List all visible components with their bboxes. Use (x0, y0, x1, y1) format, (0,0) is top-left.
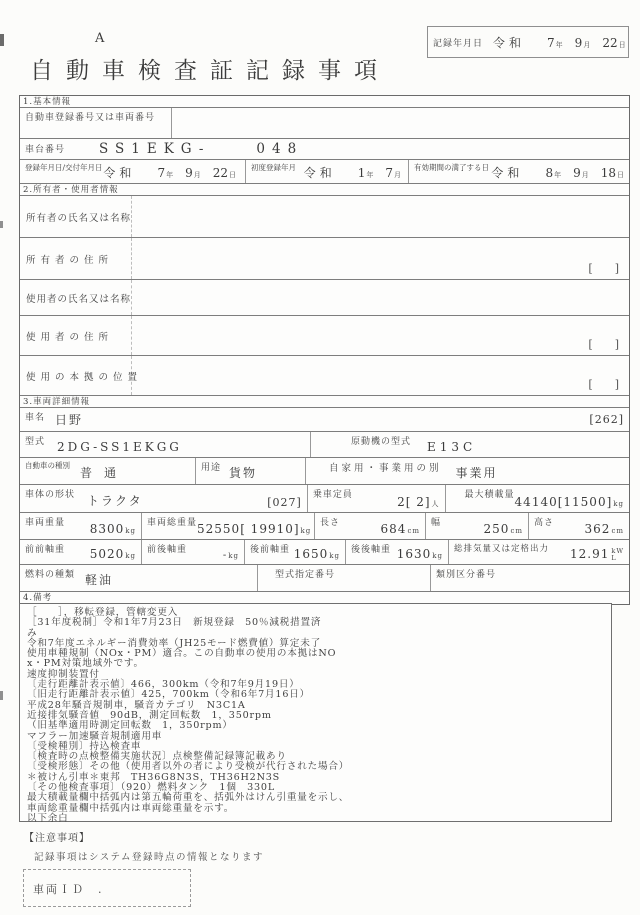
remarks-line: 〔その他検査事項〕（920）燃料タンク 1個 330L (27, 782, 275, 794)
remarks-line: ＊被けん引車＊東邦 TH36G8N3S，TH36H2N3S (27, 771, 281, 783)
length-number: 684 (380, 522, 407, 536)
remarks-line: み (27, 627, 38, 639)
section3-header: 3.車両詳細情報 (20, 396, 629, 408)
remarks-line: ［31年度税制］令和1年7月23日 新規登録 50％減税措置済 (27, 617, 322, 629)
model-value: 2DG-SS1EKGG (57, 440, 182, 454)
model-row (20, 432, 629, 458)
engine-model-label: 原動機の型式 (351, 437, 412, 447)
remarks-box (19, 603, 612, 822)
registration-date-cell (20, 160, 246, 183)
engine-model-cell (311, 432, 629, 457)
record-date-box (427, 26, 629, 58)
height-unit: cm (611, 527, 624, 535)
vehicle-weight-number: 8300 (89, 522, 125, 536)
vin-value-prefix: SS1EKG- (99, 141, 211, 157)
kw-unit: kW (611, 547, 624, 555)
front-front-axle-value (90, 547, 136, 562)
remarks-line: 車両総重量欄中括弧内は車両総重量を示す。 (27, 802, 235, 814)
expiry-date-value (491, 164, 624, 181)
body-shape-label: 車体の形状 (25, 490, 76, 500)
vehicle-weight-cell (20, 513, 142, 539)
model-label: 型式 (25, 437, 46, 447)
day-unit: 日 (617, 171, 624, 179)
remarks-line: （旧基準適用時測定回転数 1，350rpm） (27, 720, 233, 732)
owner-address-code-bracket: [ ] (588, 262, 619, 275)
use-type-value: 貨物 (229, 466, 258, 480)
height-cell (529, 513, 629, 539)
rear-rear-axle-cell (346, 540, 449, 564)
max-load-number: 44140[11500] (514, 495, 613, 509)
gross-weight-value (197, 522, 311, 537)
era: 令和 (303, 166, 336, 180)
era: 令和 (491, 166, 524, 180)
capacity-unit: 人 (431, 500, 440, 508)
rear-front-axle-number: 1650 (293, 547, 329, 561)
registration-number-row (20, 108, 629, 139)
registration-number-label-cell (20, 108, 172, 138)
remarks-line: 〔受検種別〕持込検査車 (27, 740, 142, 752)
length-value (381, 522, 420, 537)
rear-rear-axle-label: 後後軸重 (351, 545, 392, 555)
model-cell (20, 432, 311, 457)
rear-front-axle-label: 後前軸重 (250, 545, 291, 555)
first-registration-cell (246, 160, 409, 183)
first-registration-value (304, 164, 403, 181)
main-table (19, 95, 630, 605)
rear-rear-axle-number: 1630 (396, 547, 432, 561)
rear-front-axle-value (294, 547, 340, 562)
max-load-cell (446, 485, 629, 512)
max-load-label: 最大積載量 (464, 490, 515, 500)
displacement-label: 総排気量又は定格出力 (454, 544, 550, 554)
front-rear-axle-number: - (222, 550, 228, 561)
vin-label: 車台番号 (25, 145, 66, 155)
length-unit: cm (407, 527, 420, 535)
width-cell (426, 513, 529, 539)
section1-header: 1.基本情報 (20, 96, 629, 108)
body-shape-cell (20, 485, 308, 512)
vehicle-kind-cell (20, 458, 196, 484)
vin-value-serial: 048 (256, 141, 304, 157)
day: 22 (212, 166, 228, 180)
rear-front-axle-cell (245, 540, 346, 564)
car-name-value: 日野 (55, 413, 84, 427)
year: 7 (157, 166, 166, 180)
month-unit: 月 (581, 171, 589, 179)
scan-artifact (0, 691, 3, 700)
month: 9 (573, 166, 581, 180)
fuel-type-value: 軽油 (85, 573, 114, 587)
vin-row (20, 139, 629, 160)
user-name-value (132, 280, 629, 315)
vehicle-id-box (23, 869, 191, 907)
dates-row (20, 160, 629, 184)
year: 1 (357, 166, 366, 180)
length-cell (315, 513, 426, 539)
type-designation-cell (258, 565, 431, 591)
registration-number-value-cell (172, 108, 629, 138)
liter-unit: L (611, 553, 617, 562)
fuel-row (20, 565, 629, 592)
car-name-cell (20, 408, 629, 431)
height-value (585, 522, 624, 537)
capacity-label: 乗車定員 (312, 490, 353, 500)
month: 7 (385, 166, 393, 180)
vehicle-kind-value: 普通 (80, 466, 129, 480)
section2-header: 2.所有者・使用者情報 (20, 184, 629, 196)
year-unit: 年 (166, 171, 174, 179)
remarks-line: 以下余白 (27, 812, 69, 824)
fuel-type-label: 燃料の種類 (25, 570, 76, 580)
weights-dimensions-row (20, 513, 629, 540)
notice-title: 【注意事項】 (24, 833, 90, 844)
business-use-cell (306, 458, 629, 484)
month-unit: 月 (193, 171, 201, 179)
year-unit: 年 (366, 171, 374, 179)
user-name-label: 使用者の氏名又は名称 (20, 280, 132, 315)
owner-address-label: 所有者の住所 (20, 238, 132, 279)
month: 9 (185, 166, 193, 180)
remarks-line: 最大積載量欄中括弧内は第五輪荷重を、括弧外はけん引重量を示し、 (27, 792, 350, 804)
era: 令和 (103, 166, 136, 180)
width-number: 250 (483, 522, 510, 536)
remarks-line: 使用車種規制（NOx・PM）適合。この自動車の使用の本拠はNO (27, 648, 337, 660)
body-shape-row (20, 485, 629, 513)
gross-weight-number: 52550[ 19910] (197, 522, 300, 536)
notice-text: 記録事項はシステム登録時点の情報となります (34, 852, 265, 863)
user-address-code-bracket: [ ] (588, 338, 619, 351)
front-rear-axle-value (223, 550, 239, 562)
length-label: 長さ (320, 518, 341, 528)
scan-artifact (0, 34, 4, 46)
year: 8 (545, 166, 554, 180)
day-unit: 日 (618, 40, 626, 49)
business-use-label: 自家用・事業用の別 (329, 463, 442, 474)
registration-number-label: 自動車登録番号又は車両番号 (25, 113, 156, 123)
expiry-date-cell (409, 160, 629, 183)
user-name-row (20, 280, 629, 316)
month: 9 (574, 35, 583, 50)
remarks-line: 平成28年騒音規制車，騒音カテゴリ N3C1A (27, 699, 246, 711)
user-address-value (132, 316, 629, 355)
era: 令和 (493, 35, 526, 50)
displacement-cell (449, 540, 629, 564)
scan-artifact (0, 221, 3, 228)
width-label: 幅 (431, 518, 442, 528)
height-label: 高さ (534, 518, 555, 528)
page-marker: A (95, 31, 105, 46)
front-rear-axle-unit: kg (228, 552, 239, 560)
month-unit: 月 (583, 40, 591, 49)
axle-weights-row (20, 540, 629, 565)
vehicle-id-label: 車両ＩＤ . (33, 883, 104, 896)
displacement-units (611, 548, 624, 561)
max-load-unit: kg (613, 500, 624, 508)
remarks-line: 〔旧走行距離計表示値〕425，700km（令和6年7月16日） (27, 689, 311, 701)
width-value (484, 522, 523, 537)
front-front-axle-label: 前前軸重 (25, 545, 66, 555)
remarks-line: ［ ］，移転登録，管轄変更入 (27, 607, 179, 618)
expiry-date-label: 有効期間の満了する日 (414, 163, 489, 172)
remarks-line: 近接排気騒音値 90dB，測定回転数 1，350rpm (27, 709, 272, 721)
body-shape-code: [027] (267, 496, 302, 509)
owner-name-row (20, 196, 629, 238)
vehicle-weight-label: 車両重量 (25, 518, 66, 528)
car-name-code: [262] (589, 412, 624, 426)
remarks-line: マフラー加速騒音規制適用車 (27, 730, 163, 742)
base-location-row (20, 356, 629, 396)
day: 22 (602, 35, 618, 50)
gross-weight-cell (142, 513, 315, 539)
day: 18 (600, 166, 616, 180)
section4-header: 4.備考 (23, 593, 53, 603)
vehicle-kind-label: 自動車の種別 (25, 461, 70, 470)
body-shape-value: トラクタ (87, 494, 143, 508)
car-name-label: 車名 (25, 413, 46, 423)
day-unit: 日 (229, 171, 236, 179)
rear-front-axle-unit: kg (329, 552, 340, 560)
displacement-value (570, 547, 624, 562)
front-front-axle-unit: kg (125, 552, 136, 560)
base-location-value (132, 356, 629, 395)
class-number-cell (431, 565, 629, 591)
registration-date-label: 登録年月日/交付年月日 (25, 163, 103, 172)
use-type-cell (196, 458, 306, 484)
owner-address-row (20, 238, 629, 280)
vehicle-weight-unit: kg (125, 527, 136, 535)
remarks-line: 令和7年度エネルギー消費効率（JH25モード燃費値）算定未了 (27, 637, 321, 649)
displacement-number: 12.91 (570, 547, 610, 561)
remarks-line: 速度抑制装置付 (27, 668, 100, 680)
owner-name-label: 所有者の氏名又は名称 (20, 196, 132, 237)
rear-rear-axle-unit: kg (432, 552, 443, 560)
business-use-value: 事業用 (455, 466, 498, 480)
remarks-line: x・PM対策地域外です。 (27, 658, 144, 670)
month-unit: 月 (394, 171, 401, 179)
capacity-value (397, 495, 439, 510)
fuel-type-cell (20, 565, 258, 591)
remarks-line: 〔検査時の点検整備実施状況〕点検整備記録簿記載あり (27, 751, 287, 763)
base-location-code-bracket: [ ] (588, 378, 619, 391)
vehicle-weight-value (90, 522, 136, 537)
use-type-label: 用途 (201, 463, 222, 473)
first-registration-label: 初度登録年月 (251, 163, 296, 172)
capacity-number: 2[ 2] (397, 495, 431, 509)
front-front-axle-cell (20, 540, 142, 564)
front-rear-axle-label: 前後軸重 (147, 545, 188, 555)
classification-row (20, 458, 629, 485)
owner-address-value (132, 238, 629, 279)
registration-date-value (103, 164, 240, 181)
year-unit: 年 (555, 40, 563, 49)
rear-rear-axle-value (397, 547, 443, 562)
user-address-row (20, 316, 629, 356)
record-date-label: 記録年月日 (433, 38, 484, 49)
record-date-value (493, 34, 626, 51)
page-title: 自動車検査証記録事項 (30, 58, 390, 84)
type-designation-label: 型式指定番号 (275, 570, 336, 580)
engine-model-value: E13C (427, 440, 477, 454)
owner-name-value (132, 196, 629, 237)
remarks-line: 〔受検形態〕その他（使用者以外の者により受検が代行された場合） (27, 761, 350, 773)
height-number: 362 (584, 522, 611, 536)
front-front-axle-number: 5020 (89, 547, 125, 561)
gross-weight-unit: kg (300, 527, 312, 535)
year-unit: 年 (554, 171, 562, 179)
max-load-value (515, 495, 624, 510)
base-location-label: 使用の本拠の位置 (20, 356, 132, 395)
gross-weight-label: 車両総重量 (147, 518, 198, 528)
width-unit: cm (510, 527, 523, 535)
car-name-row (20, 408, 629, 432)
user-address-label: 使用者の住所 (20, 316, 132, 355)
front-rear-axle-cell (142, 540, 245, 564)
class-number-label: 類別区分番号 (436, 570, 497, 580)
remarks-line: 〔走行距離計表示値〕466，300km（令和7年9月19日） (27, 679, 300, 691)
year: 7 (547, 35, 555, 50)
capacity-cell (308, 485, 446, 512)
